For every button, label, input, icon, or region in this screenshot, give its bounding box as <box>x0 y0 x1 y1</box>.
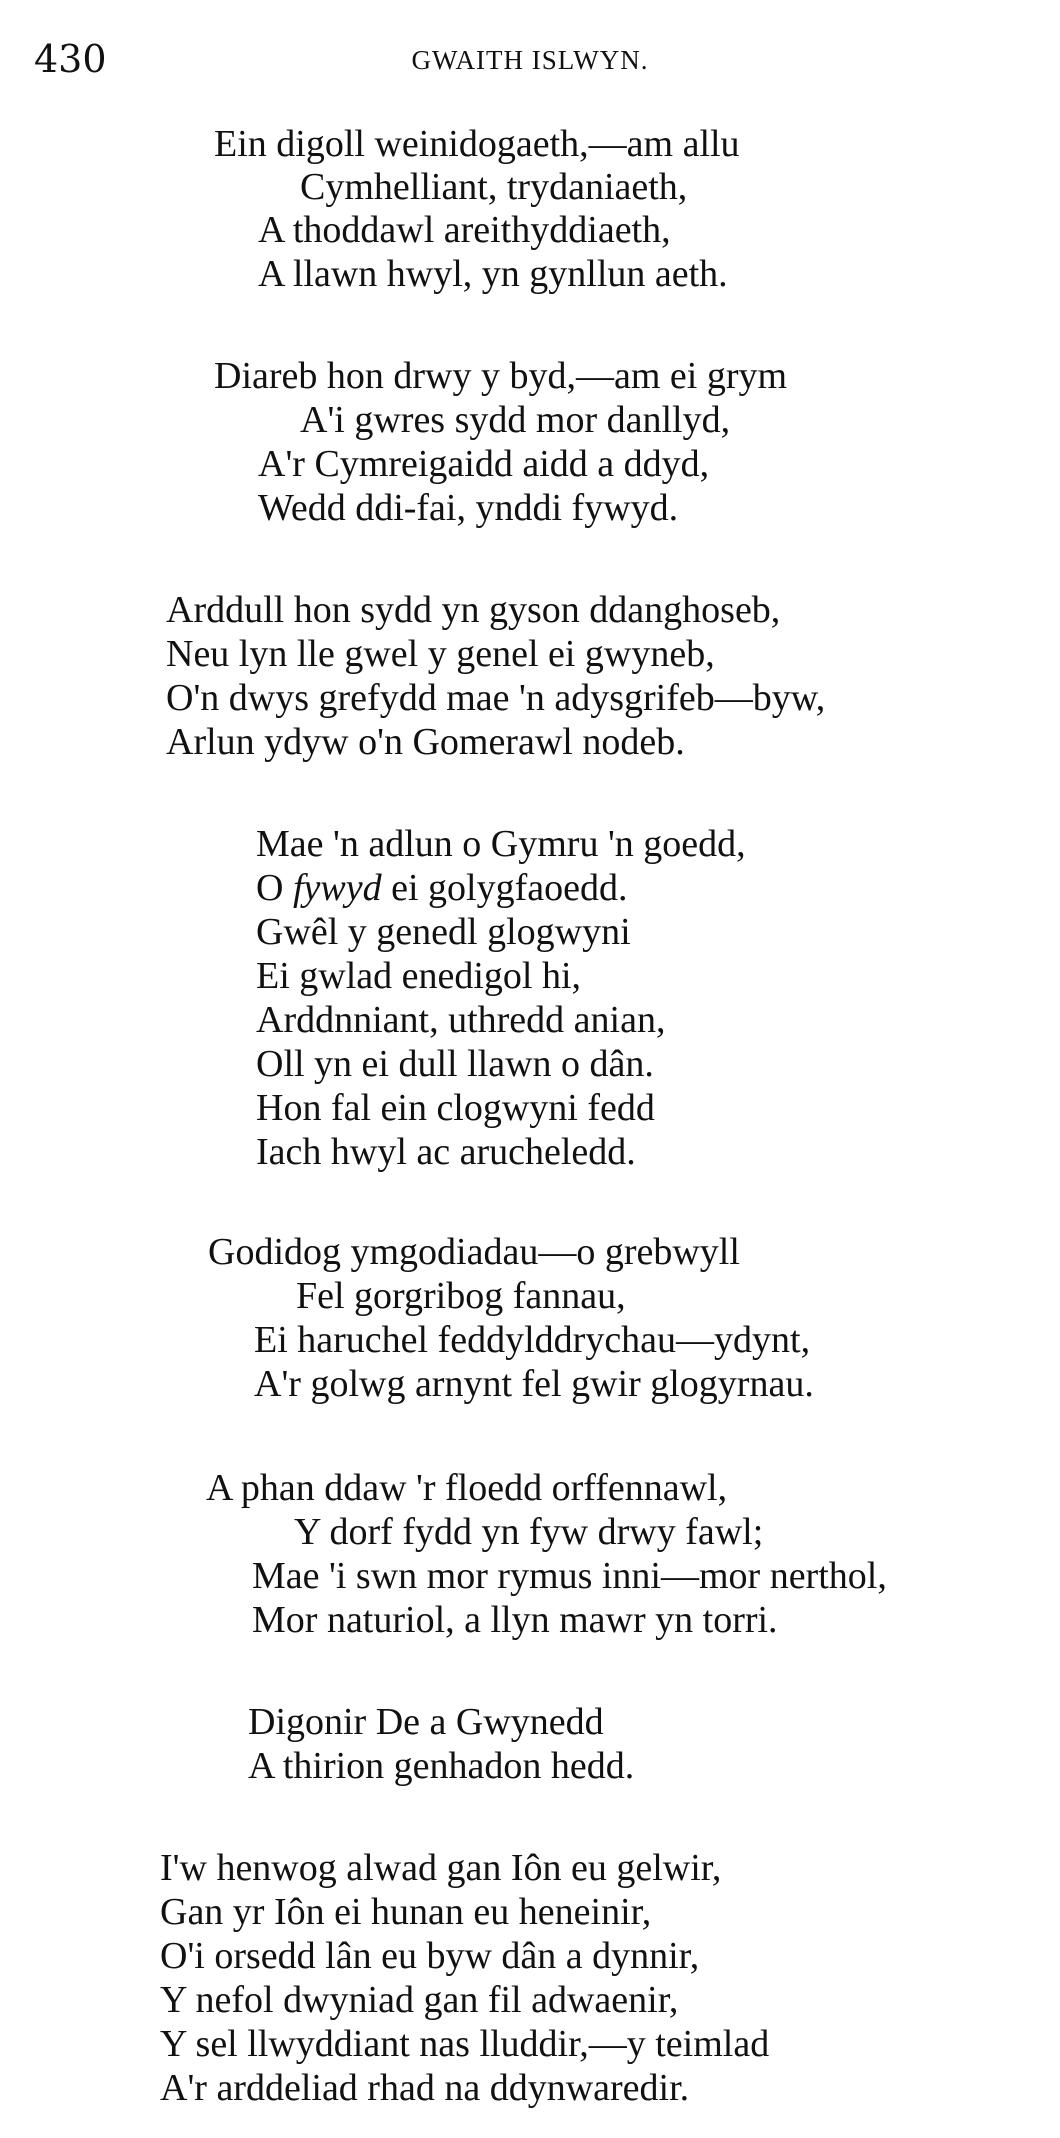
italic-word: fywyd <box>292 867 382 909</box>
poem-line: Cymhelliant, trydaniaeth, <box>300 166 688 208</box>
poem-line: Arddnniant, uthredd anian, <box>256 999 666 1041</box>
poem-line: A'i gwres sydd mor danllyd, <box>300 399 731 441</box>
poem-line: A'r golwg arnynt fel gwir glogyrnau. <box>254 1363 814 1405</box>
poem-line: A'r Cymreigaidd aidd a ddyd, <box>258 443 710 485</box>
poem-line: Ein digoll weinidogaeth,—am allu <box>214 123 740 165</box>
poem-line: A'r arddeliad rhad na ddynwaredir. <box>160 2067 690 2109</box>
poem-line: Iach hwyl ac arucheledd. <box>256 1131 636 1173</box>
poem-line: Wedd ddi-fai, ynddi fywyd. <box>258 487 679 529</box>
poem-line: Fel gorgribog fannau, <box>296 1275 626 1317</box>
poem-line: O'i orsedd lân eu byw dân a dynnir, <box>160 1935 700 1977</box>
poem-line: Neu lyn lle gwel y genel ei gwyneb, <box>166 633 715 675</box>
poem-line-with-italic: O fywyd ei golygfaoedd. <box>256 867 628 909</box>
poem-line: O'n dwys grefydd mae 'n adysgrifeb—byw, <box>166 677 826 719</box>
poem-line: Diareb hon drwy y byd,—am ei grym <box>214 355 788 397</box>
poem-line: Hon fal ein clogwyni fedd <box>256 1087 655 1129</box>
poem-line: Godidog ymgodiadau—o grebwyll <box>208 1231 740 1273</box>
poem-line: Digonir De a Gwynedd <box>248 1701 604 1743</box>
poem-line: Mae 'i swn mor rymus inni—mor nerthol, <box>252 1555 887 1597</box>
poem-line: A thirion genhadon hedd. <box>248 1745 635 1787</box>
poem-line: Arlun ydyw o'n Gomerawl nodeb. <box>166 721 685 763</box>
poem-line: Y nefol dwyniad gan fil adwaenir, <box>160 1979 679 2021</box>
poem-line: Y dorf fydd yn fyw drwy fawl; <box>294 1511 764 1553</box>
poem-line: A llawn hwyl, yn gynllun aeth. <box>258 253 728 295</box>
poem-line: A phan ddaw 'r floedd orffennawl, <box>206 1467 728 1509</box>
poem-line: Y sel llwyddiant nas lluddir,—y teimlad <box>160 2023 770 2065</box>
poem-line: I'w henwog alwad gan Iôn eu gelwir, <box>160 1847 722 1889</box>
poem-line: Ei gwlad enedigol hi, <box>256 955 582 997</box>
poem-line: Gan yr Iôn ei hunan eu heneinir, <box>160 1891 652 1933</box>
poem-line: Mor naturiol, a llyn mawr yn torri. <box>252 1599 778 1641</box>
poem-line: A thoddawl areithyddiaeth, <box>258 209 671 251</box>
page-number: 430 <box>34 37 107 81</box>
poem-line: Mae 'n adlun o Gymru 'n goedd, <box>256 823 746 865</box>
poem-line: Ei haruchel feddylddrychau—ydynt, <box>254 1319 811 1361</box>
poem-line: Arddull hon sydd yn gyson ddanghoseb, <box>166 589 781 631</box>
poem-line: Gwêl y genedl glogwyni <box>256 911 631 953</box>
poem-line: Oll yn ei dull llawn o dân. <box>256 1043 654 1085</box>
running-head: GWAITH ISLWYN. <box>411 45 649 75</box>
